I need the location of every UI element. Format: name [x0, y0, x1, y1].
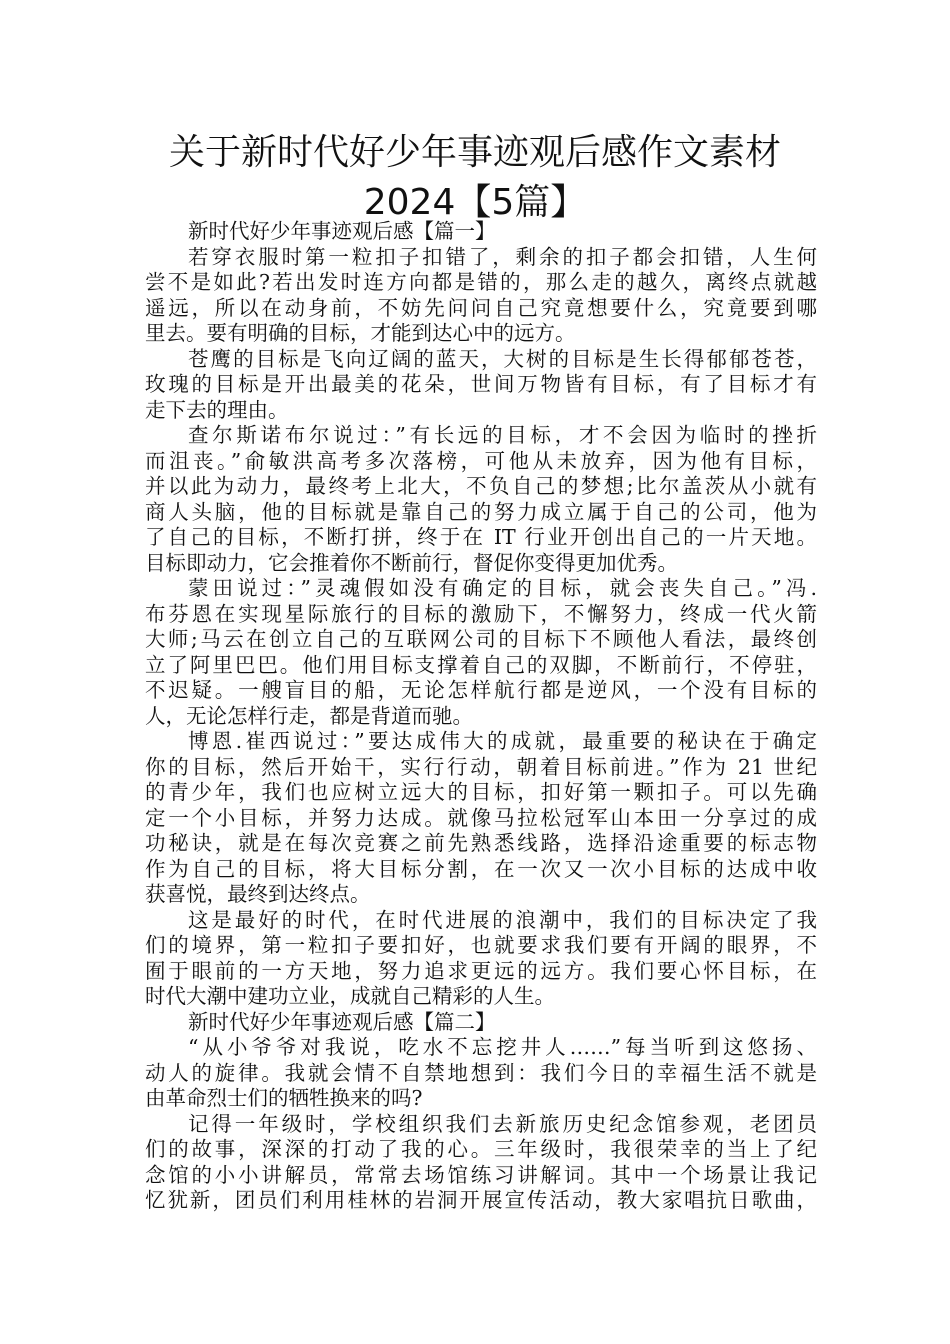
text-line: 记得一年级时，学校组织我们去新旅历史纪念馆参观，老团员	[188, 1111, 817, 1136]
text-line: 由革命烈士们的牺牲换来的吗?	[145, 1086, 423, 1110]
text-line: “从小爷爷对我说，吃水不忘挖井人……”每当听到这悠扬、	[188, 1035, 817, 1059]
text-line: 定一个小目标，并努力达成。就像马拉松冠军山本田一分享过的成	[145, 805, 817, 830]
text-line: 走下去的理由。	[145, 397, 289, 422]
text-line: 玫瑰的目标是开出最美的花朵，世间万物皆有目标，有了目标才有	[145, 372, 817, 396]
text-line: 商人头脑，他的目标就是靠自己的努力成立属于自己的公司，他为	[145, 499, 817, 524]
text-line: 尝不是如此?若出发时连方向都是错的，那么走的越久，离终点就越	[145, 270, 817, 294]
text-line: 获喜悦，最终到达终点。	[145, 882, 371, 906]
text-line: 若穿衣服时第一粒扣子扣错了，剩余的扣子都会扣错，人生何	[188, 244, 817, 269]
text-line: 这是最好的时代，在时代进展的浪潮中，我们的目标决定了我	[188, 907, 817, 932]
text-line: 念馆的小小讲解员，常常去场馆练习讲解词。其中一个场景让我记	[145, 1162, 817, 1187]
text-line: 们的境界，第一粒扣子要扣好，也就要求我们要有开阔的眼界，不	[145, 933, 817, 957]
text-line: 布芬恩在实现星际旅行的目标的激励下，不懈努力，终成一代火箭	[145, 601, 817, 626]
text-line: 新时代好少年事迹观后感【篇一】	[188, 219, 496, 243]
text-line: 蒙田说过：”灵魂假如没有确定的目标，就会丧失自己。”冯.	[188, 576, 817, 600]
text-line: 大师;马云在创立自己的互联网公司的目标下不顾他人看法，最终创	[145, 627, 817, 651]
text-line: 立了阿里巴巴。他们用目标支撑着自己的双脚，不断前行，不停驻，	[145, 652, 817, 677]
text-line: 博恩.崔西说过：”要达成伟大的成就，最重要的秘诀在于确定	[188, 729, 817, 753]
text-line: 功秘诀，就是在每次竞赛之前先熟悉线路，选择沿途重要的标志物	[145, 831, 817, 855]
text-line: 你的目标，然后开始干，实行行动，朝着目标前进。”作为 21 世纪	[145, 754, 817, 779]
text-line: 囿于眼前的一方天地，努力追求更远的远方。我们要心怀目标，在	[145, 958, 817, 983]
text-line: 里去。要有明确的目标，才能到达心中的远方。	[145, 321, 576, 345]
text-line: 人，无论怎样行走，都是背道而驰。	[145, 703, 473, 728]
text-line: 作为自己的目标，将大目标分割，在一次又一次小目标的达成中收	[145, 856, 817, 881]
text-line: 目标即动力，它会推着你不断前行，督促你变得更加优秀。	[145, 550, 678, 575]
text-line: 的青少年，我们也应树立远大的目标，扣好第一颗扣子。可以先确	[145, 780, 817, 804]
text-line: 时代大潮中建功立业，成就自己精彩的人生。	[145, 984, 555, 1008]
text-line: 并以此为动力，最终考上北大，不负自己的梦想;比尔盖茨从小就有	[145, 474, 817, 498]
text-line: 们的故事，深深的打动了我的心。三年级时，我很荣幸的当上了纪	[145, 1137, 817, 1161]
text-line: 查尔斯诺布尔说过：”有长远的目标，才不会因为临时的挫折	[188, 423, 817, 447]
text-line: 而沮丧。”俞敏洪高考多次落榜，可他从未放弃，因为他有目标，	[145, 448, 817, 473]
text-line: 忆犹新，团员们利用桂林的岩洞开展宣传活动，教大家唱抗日歌曲，	[145, 1188, 817, 1212]
document-title	[110, 128, 840, 228]
title-line-2: 2024【5篇】	[363, 182, 587, 223]
text-line: 了自己的目标，不断打拼，终于在 IT 行业开创出自己的一片天地。	[145, 525, 817, 549]
text-line: 新时代好少年事迹观后感【篇二】	[188, 1009, 496, 1034]
document-body	[145, 219, 817, 1214]
text-line: 苍鹰的目标是飞向辽阔的蓝天，大树的目标是生长得郁郁苍苍，	[188, 346, 817, 371]
text-line: 遥远，所以在动身前，不妨先问问自己究竟想要什么，究竟要到哪	[145, 295, 817, 320]
text-line: 动人的旋律。我就会情不自禁地想到：我们今日的幸福生活不就是	[145, 1060, 817, 1085]
title-line-1: 关于新时代好少年事迹观后感作文素材	[168, 132, 781, 173]
text-line: 不迟疑。一艘盲目的船，无论怎样航行都是逆风，一个没有目标的	[145, 678, 817, 702]
